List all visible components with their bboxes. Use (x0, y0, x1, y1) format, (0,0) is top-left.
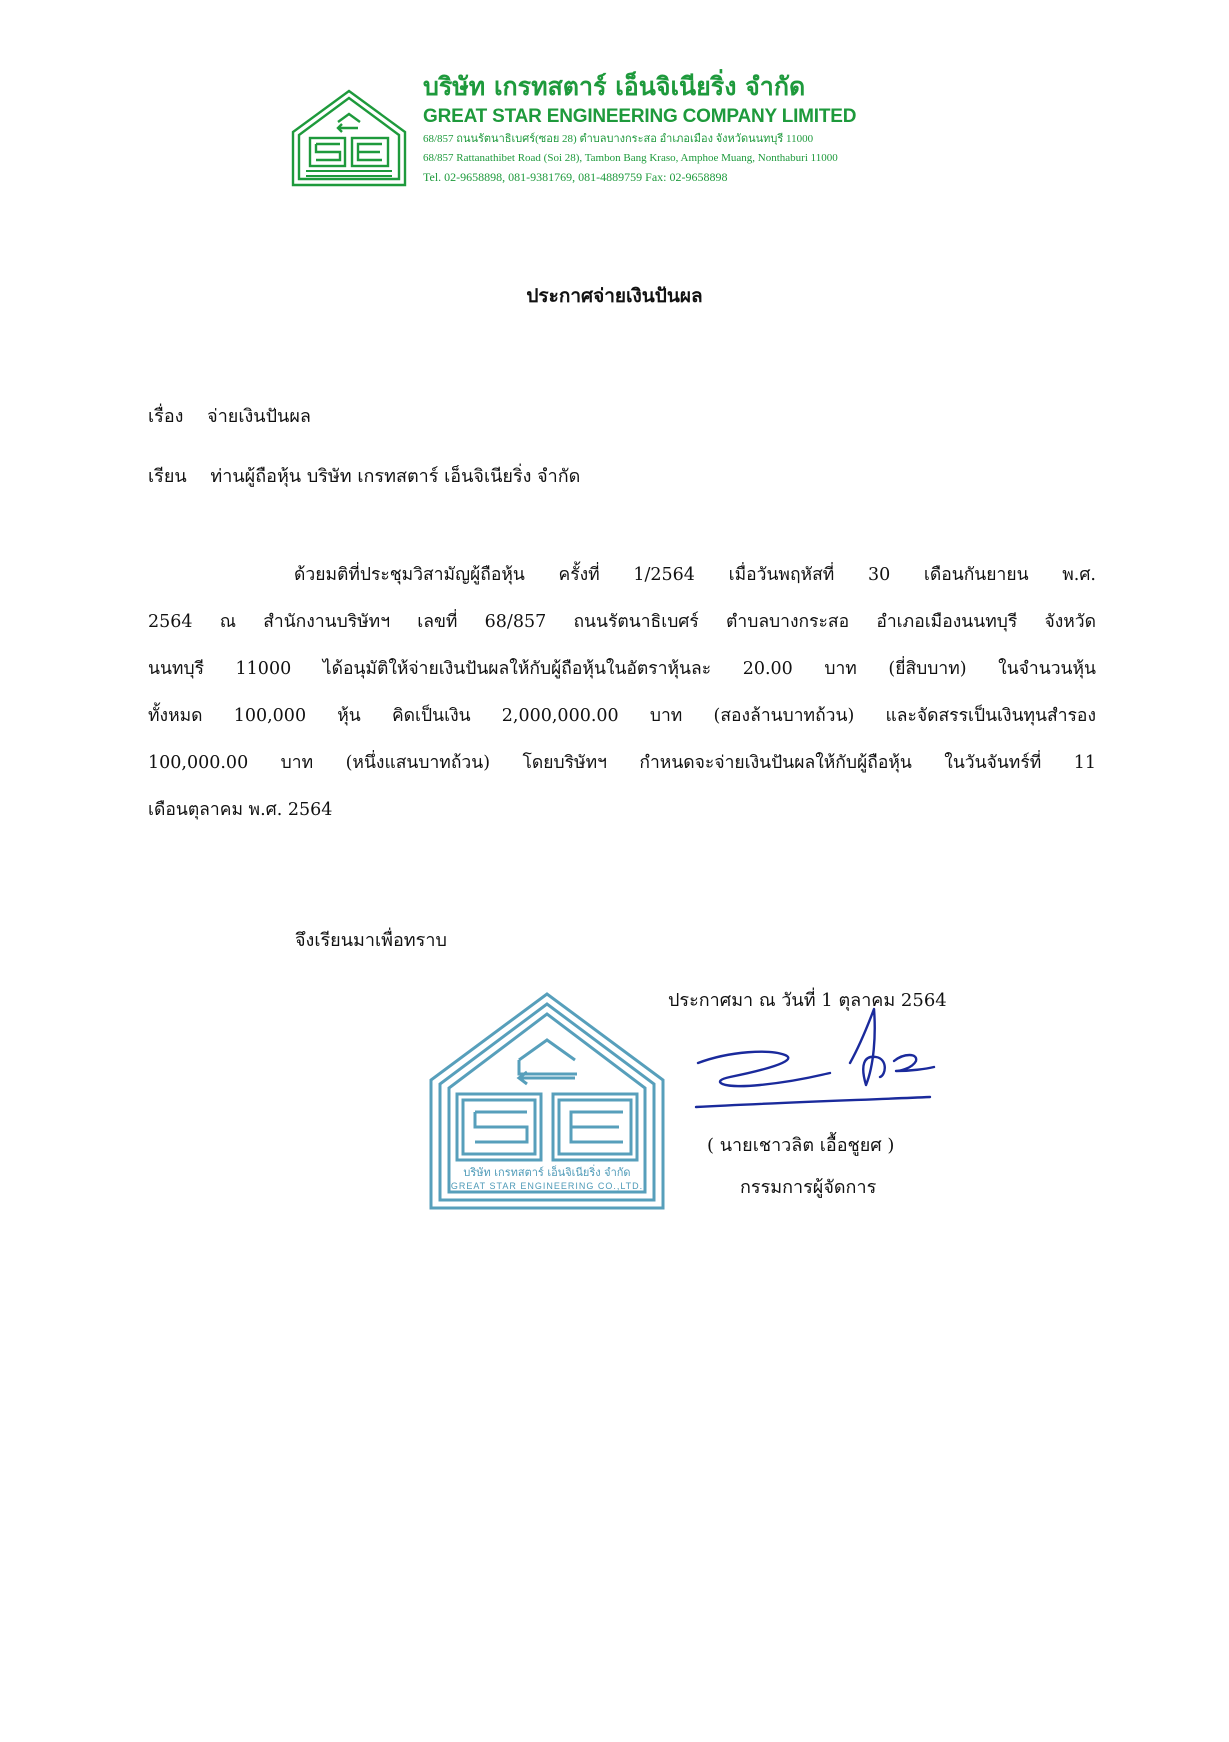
address-en: 68/857 Rattanathibet Road (Soi 28), Tambon Bang Kraso, Amphoe Muang, Nonthaburi 11000 (423, 152, 838, 164)
company-logo (290, 88, 408, 188)
body-line: 100,000.00 บาท (หนึ่งแสนบาทถ้วน) โดยบริษัทฯ กำหนดจะจ่ายเงินปันผลให้กับผู้ถือหุ้น ในวันจันทร์ที่ 11 (148, 753, 1096, 773)
address-th: 68/857 ถนนรัตนาธิเบศร์(ซอย 28) ตำบลบางกระสอ อำเภอเมือง จังหวัดนนทบุรี 11000 (423, 133, 814, 145)
addressee-line (148, 461, 580, 490)
signature (690, 1005, 940, 1115)
announced-date: ประกาศมา ณ วันที่ 1 ตุลาคม 2564 (668, 990, 947, 1011)
body-line: เดือนตุลาคม พ.ศ. 2564 (148, 800, 333, 820)
body-paragraph (148, 552, 1096, 834)
subject-text: จ่ายเงินปันผล (207, 406, 311, 427)
addressee-label: เรียน (148, 466, 187, 487)
letterhead (290, 70, 970, 220)
signer-name: ( นายเชาวลิต เอื้อชูยศ ) (707, 1135, 895, 1156)
subject-line (148, 401, 311, 430)
body-line: นนทบุรี 11000 ได้อนุมัติให้จ่ายเงินปันผลให้กับผู้ถือหุ้นในอัตราหุ้นละ 20.00 บาท (ยี่สิบบาท) ในจำนวนหุ้น (148, 659, 1096, 679)
company-stamp (427, 990, 667, 1212)
closing-text: จึงเรียนมาเพื่อทราบ (295, 930, 447, 951)
signer-position: กรรมการผู้จัดการ (740, 1177, 877, 1198)
document-title: ประกาศจ่ายเงินปันผล (526, 285, 703, 307)
subject-label: เรื่อง (148, 406, 184, 427)
company-name-th: บริษัท เกรทสตาร์ เอ็นจิเนียริ่ง จำกัด (423, 72, 806, 101)
addressee-text: ท่านผู้ถือหุ้น บริษัท เกรทสตาร์ เอ็นจิเนียริ่ง จำกัด (210, 466, 581, 487)
stamp-text-en: GREAT STAR ENGINEERING CO.,LTD. (450, 1181, 644, 1191)
company-name-en: GREAT STAR ENGINEERING COMPANY LIMITED (423, 106, 857, 127)
body-line: ด้วยมติที่ประชุมวิสามัญผู้ถือหุ้น ครั้งที่ 1/2564 เมื่อวันพฤหัสที่ 30 เดือนกันยายน พ.ศ. (294, 565, 1096, 585)
body-line: ทั้งหมด 100,000 หุ้น คิดเป็นเงิน 2,000,000.00 บาท (สองล้านบาทถ้วน) และจัดสรรเป็นเงินทุนสำรอง (148, 706, 1096, 726)
contact-info: Tel. 02-9658898, 081-9381769, 081-4889759 Fax: 02-9658898 (423, 170, 728, 184)
letterhead-text (423, 70, 983, 187)
stamp-text-th: บริษัท เกรทสตาร์ เอ็นจิเนียริ่ง จำกัด (463, 1166, 631, 1179)
body-line: 2564 ณ สำนักงานบริษัทฯ เลขที่ 68/857 ถนนรัตนาธิเบศร์ ตำบลบางกระสอ อำเภอเมืองนนทบุรี จังหวัด (148, 612, 1096, 632)
